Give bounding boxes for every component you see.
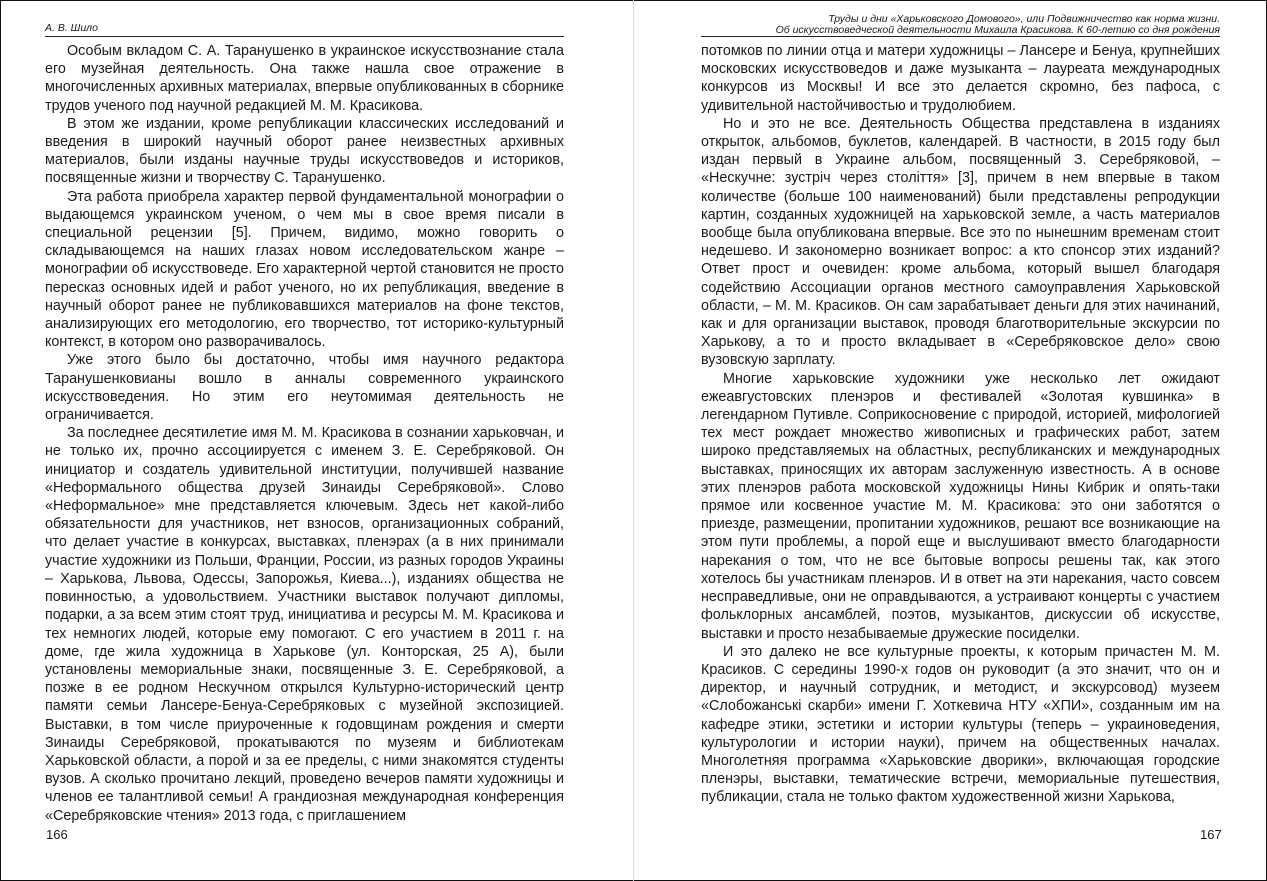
- paragraph: Многие харьковские художники уже несколько лет ожидают ежеавгустовских пленэров и фестивалей «Золотая кувшинка» в легендарном Путивле. Соприкосновение с природой, историей, мифологией тех мест рождает множество живописных и графических работ, затем широко представляемых на областных, республиканских и международных выставках, приносящих их авторам заслуженную известность. А в основе этих пленэров работа московской художницы Нины Кибрик и опять-таки прямое или косвенное участие М. М. Красикова: это они заботятся о приезде, размещении, пропитании художников, решают все возникающие на этом пути проблемы, а порой еще и выслушивают вместо благодарности нарекания о том, что не все бытовые вопросы решены так, как этого хотелось бы участникам пленэров. И в ответ на эти нарекания, часто совсем несправедливые, они не оправдываются, а устраивают концерты с участием фольклорных ансамблей, поэтов, музыкантов, дискуссии об искусстве, выставки и просто незабываемые дружеские посиделки.: [701, 370, 1220, 642]
- right-running-head: [701, 14, 1220, 37]
- paragraph: За последнее десятилетие имя М. М. Красикова в сознании харьковчан, и не только их, прочно ассоциируется с именем З. Е. Серебряковой. Он инициатор и создатель удивительной институции, получившей название «Неформального общества друзей Зинаиды Серебряковой». Слово «Неформальное» мне представляется ключевым. Здесь нет какой-либо обязательности для участников, нет взносов, организационных собраний, что делает участие в конкурсах, выставках, пленэрах (а в них принимали участие художники из Польши, Франции, России, из разных городов Украины – Харькова, Львова, Одессы, Запорожья, Киева...), изданиях общества не повинностью, а удовольствием. Участники выставок получают дипломы, подарки, а за всем этим стоят труд, инициатива и ресурсы М. М. Красикова и тех немногих людей, которые ему помогают. С его участием в 2011 г. на доме, где жила художница в Харькове (ул. Конторская, 25 А), были установлены мемориальные знаки, посвященные З. Е. Серебряковой, а позже в ее родном Нескучном открылся Культурно-исторический центр памяти семьи Лансере-Бенуа-Серебряковых с музейной экспозицией. Выставки, в том числе приуроченные к годовщинам рождения и смерти Зинаиды Серебряковой, прокатываются по музеям и библиотекам Харьковской области, а порой и за ее пределы, с ними знакомятся студенты вузов. А сколько прочитано лекций, проведено вечеров памяти художницы и членов ее талантливой семьи! А грандиозная международная конференция «Серебряковские чтения» 2013 года, с приглашением: [45, 425, 564, 824]
- paragraph: Но и это не все. Деятельность Общества представлена в изданиях открыток, альбомов, буклетов, календарей. В частности, в 2015 году был издан первый в Украине альбом, посвященный З. Серебряковой, – «Нескучне: зустріч через століття» [3], причем в нем впервые в таком количестве (больше 100 наименований) были представлены репродукции картин, созданных художницей на харьковской земле, а часть материалов вообще была опубликована впервые. Все это по нынешним временам стоит недешево. И закономерно возникает вопрос: а кто спонсор этих изданий? Ответ прост и очевиден: кроме альбома, который вышел благодаря содействию Ассоциации органов местного самоуправления Харьковской области, – М. М. Красиков. Он сам зарабатывает деньги для этих начинаний, как и для организации выставок, проводя благотворительные экскурсии по Харькову, а то и просто вкладывает в «Серебряковское дело» свою вузовскую зарплату.: [701, 115, 1220, 369]
- left-running-head: [45, 14, 564, 37]
- right-body-text: [701, 42, 1220, 807]
- paragraph: И это далеко не все культурные проекты, к которым причастен М. М. Красиков. С середины 1990-х годов он руководит (а это значит, что он и директор, и научный сотрудник, и методист, и экскурсовод) музеем «Слобожанські скарби» имени Г. Хоткевича НТУ «ХПИ», созданным им на кафедре этики, эстетики и истории культуры (теперь – украиноведения, культурологии и истории науки), причем на общественных началах. Многолетняя программа «Харьковские дворики», включающая городские пленэры, выставки, тематические встречи, мемориальные путешествия, публикации, стала не только фактом художественной жизни Харькова,: [701, 643, 1220, 806]
- right-running-head-subtitle: Об искусствоведческой деятельности Михаила Красикова. К 60-летию со дня рождения: [775, 24, 1220, 36]
- paragraph: Особым вкладом С. А. Таранушенко в украинское искусствознание стала его музейная деятельность. Она также нашла свое отражение в многочисленных архивных материалах, впервые опубликованных в сборнике трудов ученого под научной редакцией М. М. Красикова.: [45, 43, 564, 114]
- paragraph: В этом же издании, кроме републикации классических исследований и введения в широкий научный оборот ранее неизвестных архивных материалов, были изданы научные труды искусствоведов и историков, посвященные жизни и творчеству С. Таранушенко.: [45, 115, 564, 187]
- paragraph: Эта работа приобрела характер первой фундаментальной монографии о выдающемся украинском ученом, о чем мы в свое время писали в специальной рецензии [5]. Причем, видимо, можно говорить о складывающемся на наших глазах новом исследовательском жанре – монографии об искусствоведе. Его характерной чертой становится не просто пересказ основных идей и работ ученого, но их републикация, введение в научный оборот ранее не публиковавшихся материалов на фоне текстов, анализирующих его методологию, его творчество, тот историко-культурный контекст, в котором оно разворачивалось.: [45, 188, 564, 351]
- left-running-head-author: А. В. Шило: [45, 22, 98, 34]
- right-running-head-title: Труды и дни «Харьковского Домового», или Подвижничество как норма жизни.: [828, 13, 1220, 25]
- left-page-number: 166: [46, 827, 68, 842]
- paragraph: Уже этого было бы достаточно, чтобы имя научного редактора Таранушенковианы вошло в анналы современного украинского искусствоведения. Но этим его неутомимая деятельность не ограничивается.: [45, 352, 564, 424]
- page-gutter: [633, 0, 634, 881]
- left-body-text: [45, 42, 564, 825]
- right-page-number: 167: [1200, 827, 1222, 842]
- right-page: [701, 14, 1220, 807]
- paragraph-continued: потомков по линии отца и матери художницы – Лансере и Бенуа, крупнейших московских искусствоведов и даже музыканта – лауреата международных конкурсов из Москвы! И все это делается скромно, без пафоса, с удивительной настойчивостью и трудолюбием.: [701, 43, 1220, 114]
- left-page: [45, 14, 564, 825]
